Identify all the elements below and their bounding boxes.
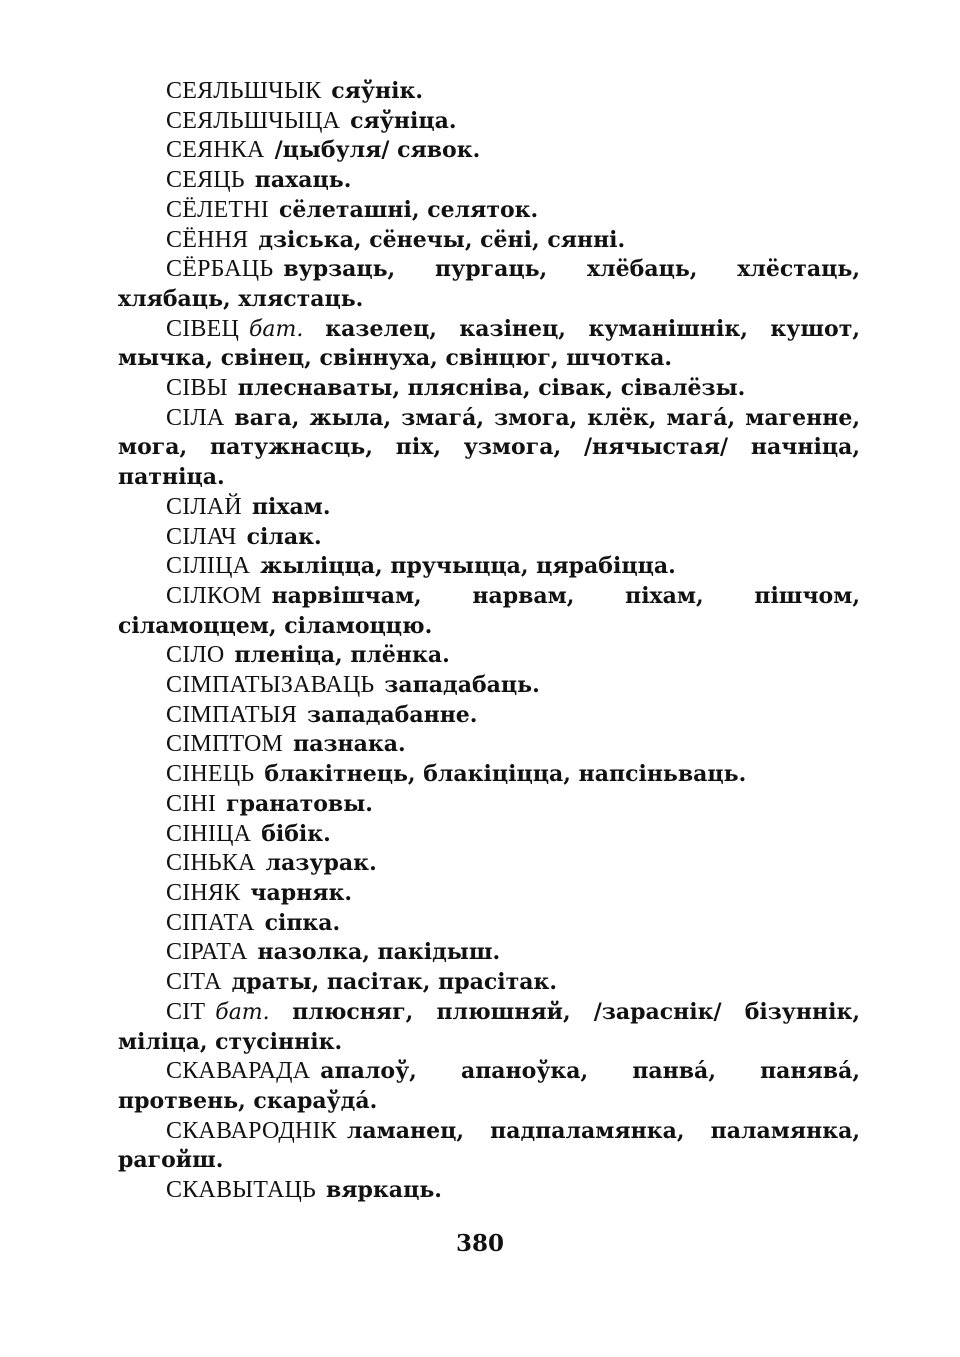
entry-headword: СІНЕЦЬ — [166, 761, 255, 788]
dictionary-entry — [118, 374, 860, 404]
dictionary-entry — [118, 879, 860, 909]
entry-headword: СЕЯЛЬШЧЫЦА — [166, 107, 341, 134]
entry-headword: СЕЯНКА — [166, 137, 265, 164]
dictionary-entry — [118, 641, 860, 671]
entry-definitions: сіпка. — [264, 909, 341, 936]
dictionary-entry — [118, 315, 860, 374]
dictionary-entry — [118, 1117, 860, 1176]
dictionary-entry — [118, 196, 860, 226]
dictionary-entry — [118, 226, 860, 256]
entry-definitions: сяўніца. — [350, 107, 457, 134]
entry-headword: СІНЬКА — [166, 850, 256, 877]
dictionary-entry — [118, 968, 860, 998]
entry-headword: СКАВАРАДА — [166, 1058, 311, 1085]
entry-headword: СІТА — [166, 969, 222, 996]
dictionary-entry — [118, 849, 860, 879]
dictionary-entry — [118, 404, 860, 493]
entry-definitions: вурзаць, пургаць, хлёбаць, хлёстаць, хлябаць, хлястаць. — [118, 256, 860, 312]
entry-definitions: нарвішчам, нарвам, піхам, пішчом, сіламоццем, сіламоццю. — [118, 582, 860, 639]
entry-definitions: западабанне. — [307, 701, 478, 728]
dictionary-entry — [118, 909, 860, 939]
entry-headword: СІНІ — [166, 790, 217, 817]
entry-definitions: ламанец, падпаламянка, паламянка, рагойш. — [118, 1117, 860, 1174]
entry-definitions: вяркаць. — [326, 1177, 442, 1204]
dictionary-entry — [118, 136, 860, 166]
dictionary-entry — [118, 77, 860, 107]
entry-headword: СІЛІЦА — [166, 553, 251, 580]
entry-headword: СІЛАЙ — [166, 493, 242, 520]
entry-definitions: сілак. — [246, 523, 322, 550]
entry-definitions: бібік. — [261, 820, 331, 847]
entry-definitions: пазнака. — [293, 731, 406, 758]
entry-headword: СКАВАРОДНІК — [166, 1117, 337, 1144]
entry-definitions: /цыбуля/ сявок. — [274, 137, 481, 164]
entry-definitions: сяўнік. — [331, 78, 424, 104]
dictionary-entry — [118, 671, 860, 701]
entry-headword: СЁННЯ — [166, 226, 249, 253]
entry-headword: СІТ — [166, 998, 206, 1025]
entry-definitions: дзіська, сёнечы, сёні, сянні. — [258, 226, 626, 253]
page-number: 380 — [455, 1230, 504, 1257]
dictionary-entry — [118, 107, 860, 137]
dictionary-entry — [118, 790, 860, 820]
entry-headword: СЁЛЕТНІ — [166, 196, 269, 223]
entry-headword: СІМПТОМ — [166, 731, 284, 758]
entry-definitions: сёлеташні, селяток. — [279, 196, 539, 223]
entry-definitions: казелец, казінец, куманішнік, кушот, мычка, свінец, свіннуха, свінцюг, шчотка. — [118, 315, 860, 372]
dictionary-entry — [118, 938, 860, 968]
entry-headword: СЕЯЛЬШЧЫК — [166, 78, 322, 104]
entry-headword: СІНІЦА — [166, 820, 252, 847]
entry-headword: СІМПАТЫЯ — [166, 701, 298, 728]
entry-headword: СІВЫ — [166, 375, 228, 402]
entry-definitions: гранатовы. — [226, 790, 373, 817]
entry-definitions: вага, жыла, змагá, змога, клёк, магá, магенне, мога, патужнасць, піх, узмога, /нячыстая/ начніца, патніца. — [118, 404, 860, 491]
dictionary-entry — [118, 760, 860, 790]
entry-definitions: апалоў, апаноўка, панвá, панявá, протвень, скараўдá. — [118, 1058, 860, 1114]
entry-list — [118, 77, 860, 1206]
entry-headword: СІЛАЧ — [166, 523, 237, 550]
dictionary-entry — [118, 255, 860, 314]
entry-definitions: блакітнець, блакіціцца, напсіньваць. — [264, 761, 747, 788]
dictionary-entry — [118, 701, 860, 731]
entry-headword: СІПАТА — [166, 909, 255, 936]
entry-definitions: назолка, пакідыш. — [257, 939, 501, 966]
dictionary-entry — [118, 1057, 860, 1116]
entry-definitions: западабаць. — [384, 672, 540, 699]
dictionary-entry — [118, 582, 860, 641]
entry-definitions: піхам. — [251, 493, 331, 520]
entry-headword: СІЛКОМ — [166, 582, 262, 609]
entry-definitions: пахаць. — [254, 167, 352, 194]
dictionary-entry — [118, 493, 860, 523]
entry-definitions: лазурак. — [265, 850, 377, 877]
entry-headword: СІНЯК — [166, 879, 241, 906]
entry-headword: СІЛА — [166, 404, 225, 431]
entry-headword: СІВЕЦ — [166, 315, 239, 342]
entry-headword: СЕЯЦЬ — [166, 167, 245, 194]
dictionary-entry — [118, 166, 860, 196]
entry-label: бат. — [249, 316, 304, 342]
dictionary-entry — [118, 730, 860, 760]
entry-headword: СКАВЫТАЦЬ — [166, 1177, 316, 1204]
entry-headword: СЁРБАЦЬ — [166, 256, 274, 283]
entry-headword: СІМПАТЫЗАВАЦЬ — [166, 672, 375, 699]
entry-definitions: чарняк. — [250, 879, 353, 906]
entry-headword: СІРАТА — [166, 939, 248, 966]
dictionary-entry — [118, 552, 860, 582]
entry-definitions: плеснаваты, плясніва, сівак, сівалёзы. — [237, 375, 746, 402]
entry-label: бат. — [215, 999, 270, 1025]
entry-definitions: драты, пасітак, прасітак. — [231, 969, 558, 996]
entry-definitions: плюсняг, плюшняй, /заpaснік/ бізуннік, міліца, стусіннік. — [118, 998, 860, 1055]
entry-definitions: пленіца, плёнка. — [234, 642, 450, 669]
dictionary-entry — [118, 820, 860, 850]
dictionary-entry — [118, 523, 860, 553]
dictionary-entry — [118, 1176, 860, 1206]
entry-definitions: жыліцца, пручыцца, цярабіцца. — [260, 553, 676, 580]
entry-headword: СІЛО — [166, 642, 225, 669]
dictionary-entry — [118, 998, 860, 1057]
